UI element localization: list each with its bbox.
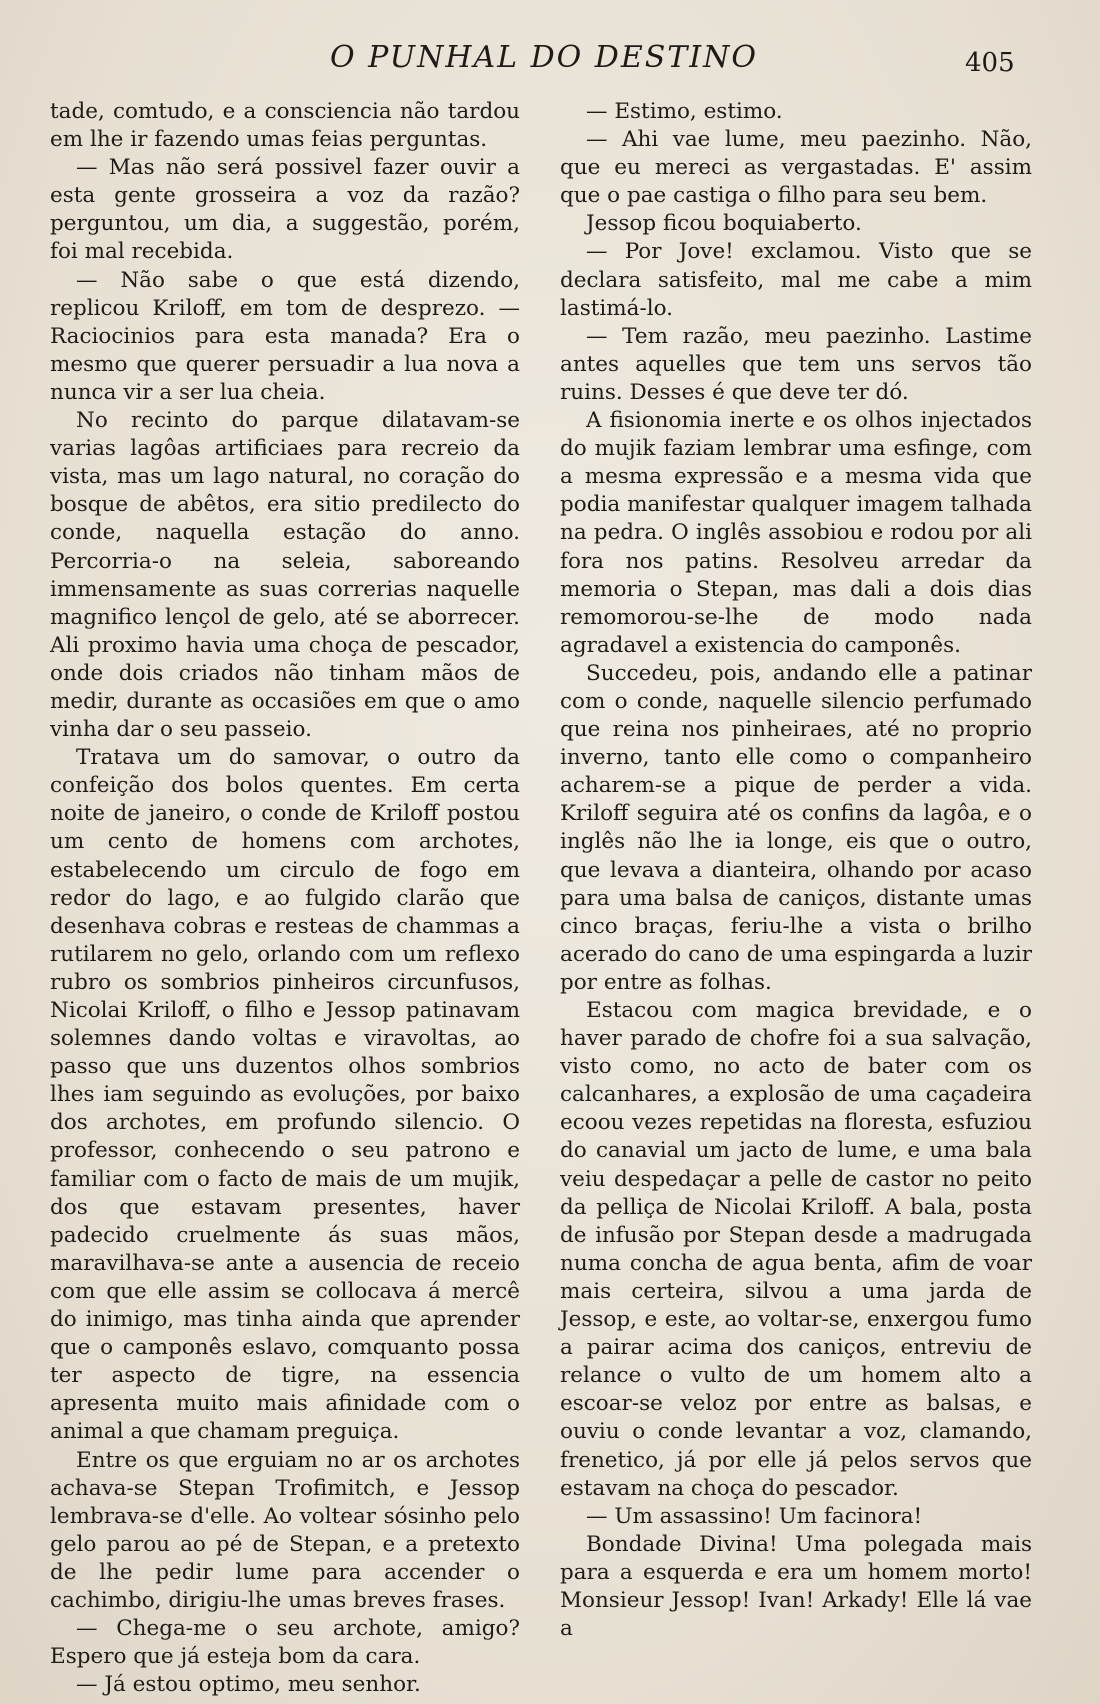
paragraph: — Chega-me o seu archote, amigo? Espero que já esteja bom da cara. [50, 1616, 520, 1670]
paragraph: No recinto do parque dilatavam-se varias lagôas artificiaes para recreio da vista, mas um lago natural, no coração do bosque de abêtos, era sitio predilecto do conde, naquella estação do anno. Percorria-o na seleia, saboreando immensamente as suas correrias naquelle magnifico lençol de gelo, até se aborrecer. Ali proximo havia uma choça de pescador, onde dois criados não tinham mãos de medir, durante as occasiões em que o amo vinha dar o seu passeio. [50, 408, 520, 743]
paragraph: — Ahi vae lume, meu paezinho. Não, que eu mereci as vergastadas. E' assim que o pae castiga o filho para seu bem. [560, 127, 1032, 209]
paragraph: — Não sabe o que está dizendo, replicou Kriloff, em tom de desprezo. — Raciocinios para esta manada? Era o mesmo que querer persuadir a lua nova a nunca vir a ser lua cheia. [50, 267, 520, 405]
paragraph: Jessop ficou boquiaberto. [586, 211, 862, 237]
paragraph: — Estimo, estimo. [586, 99, 783, 124]
right-column [560, 98, 1032, 1643]
paragraph: — Um assassino! Um facinora! [586, 1503, 923, 1529]
paragraph: — Já estou optimo, meu senhor. [76, 1672, 421, 1698]
paragraph: — Por Jove! exclamou. Visto que se declara satisfeito, mal me cabe a mim lastimá-lo. [560, 239, 1032, 321]
paragraph: A fisionomia inerte e os olhos injectados do mujik faziam lembrar uma esfinge, com a mesma expressão e a mesma vida que podia manifestar qualquer imagem talhada na pedra. O inglês assobiou e rodou por ali fora nos patins. Resolveu arredar da memoria o Stepan, mas dali a dois dias remomorou-se-lhe de modo nada agradavel a existencia do camponês. [560, 408, 1032, 658]
left-column [50, 98, 520, 1699]
paragraph: Entre os que erguiam no ar os archotes achava-se Stepan Trofimitch, e Jessop lembrava-se d'elle. Ao voltear sósinho pelo gelo parou ao pé de Stepan, e a pretexto de lhe pedir lume para accender o cachimbo, dirigiu-lhe umas breves frases. [50, 1447, 520, 1613]
paragraph: Succedeu, pois, andando elle a patinar com o conde, naquelle silencio perfumado que reina nos pinheiraes, até no proprio inverno, tanto elle como o companheiro acharem-se a pique de perder a vida. Kriloff seguira até os confins da lagôa, e o inglês não lhe ia longe, eis que o outro, que levava a dianteira, olhando por acaso para uma balsa de caniços, distante umas cinco braças, feriu-lhe a vista o brilho acerado do cano de uma espingarda a luzir por entre as folhas. [560, 660, 1032, 995]
paragraph: — Tem razão, meu paezinho. Lastime antes aquelles que tem uns servos tão ruins. Desses é que deve ter dó. [560, 323, 1032, 405]
running-title: O PUNHAL DO DESTINO [330, 40, 758, 75]
page-header [0, 40, 1100, 90]
paragraph: — Mas não será possivel fazer ouvir a esta gente grosseira a voz da razão? perguntou, um dia, a suggestão, porém, foi mal recebida. [50, 155, 520, 265]
paragraph: Tratava um do samovar, o outro da confeição dos bolos quentes. Em certa noite de janeiro, o conde de Kriloff postou um cento de homens com archotes, estabelecendo um circulo de fogo em redor do lago, e ao fulgido clarão que desenhava cobras e resteas de chammas a rutilarem no gelo, orlando com um reflexo rubro os sombrios pinheiros circunfusos, Nicolai Kriloff, o filho e Jessop patinavam solemnes dando voltas e viravoltas, ao passo que uns duzentos olhos sombrios lhes iam seguindo as evoluções, por baixo dos archotes, em profundo silencio. O professor, conhecendo o seu patrono e familiar com o facto de mais de um mujik, dos que estavam presentes, haver padecido cruelmente ás suas mãos, maravilhava-se ante a ausencia de receio com que elle assim se collocava á mercê do inimigo, mas tinha ainda que aprender que o camponês eslavo, comquanto possa ter aspecto de tigre, na essencia apresenta muito mais afinidade com o animal a que chamam preguiça. [50, 745, 520, 1445]
paragraph: Estacou com magica brevidade, e o haver parado de chofre foi a sua salvação, visto como, no acto de bater com os calcanhares, a explosão de uma caçadeira ecoou vezes repetidas na floresta, esfuziou do canavial um jacto de lume, e uma bala veiu despedaçar a pelle de castor no peito da pelliça de Nicolai Kriloff. A bala, posta de infusão por Stepan desde a madrugada numa concha de agua benta, afim de voar mais certeira, silvou a uma jarda de Jessop, e este, ao voltar-se, enxergou fumo a pairar acima dos caniços, entreviu de relance o vulto de um homem alto a escoar-se veloz por entre as balsas, e ouviu o conde levantar a voz, clamando, frenetico, já por elle já pelos servos que estavam na choça do pescador. [560, 998, 1032, 1501]
paragraph: Bondade Divina! Uma polegada mais para a esquerda e era um homem morto! Monsieur Jessop! Ivan! Arkady! Elle lá vae a [560, 1531, 1032, 1642]
page-number: 405 [965, 48, 1015, 78]
paragraph: tade, comtudo, e a consciencia não tardou em lhe ir fazendo umas feias perguntas. [50, 99, 520, 153]
